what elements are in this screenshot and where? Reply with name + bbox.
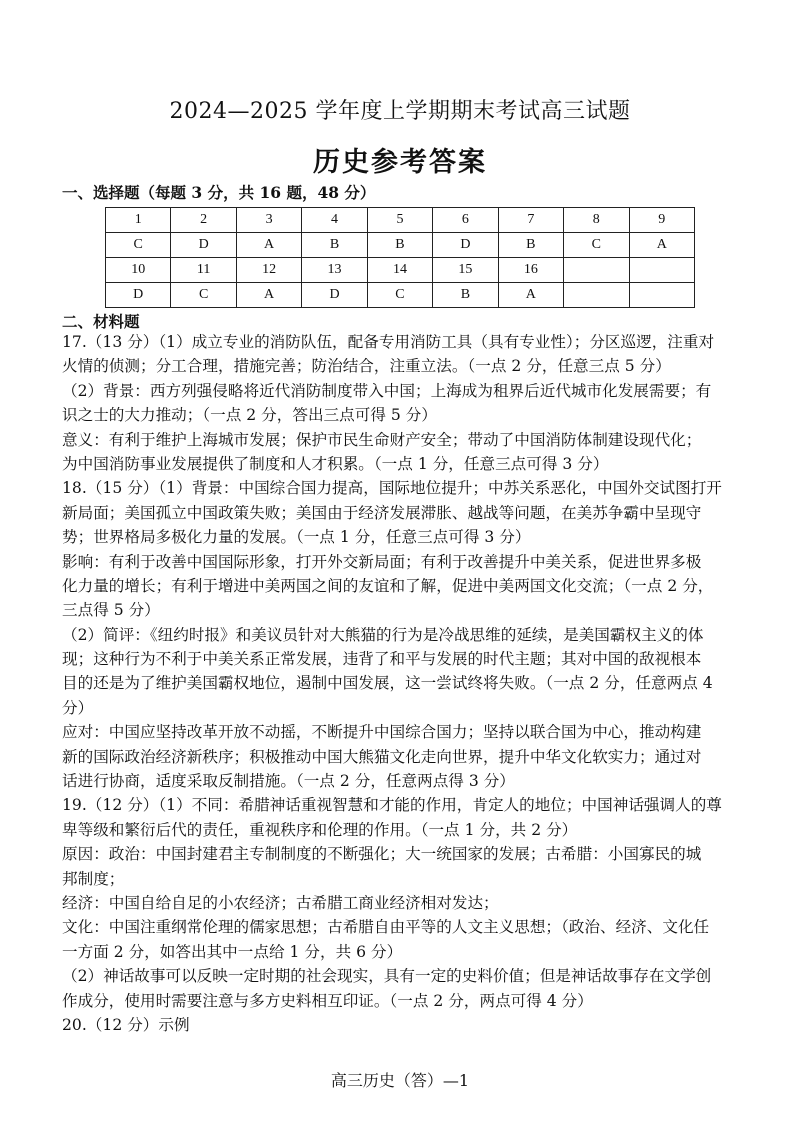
answer-text-line: 目的还是为了维护美国霸权地位，遏制中国发展，这一尝试终将失败。（一点 2 分，任意两点 4 [62, 674, 713, 693]
answer-text-line: 经济：中国自给自足的小农经济；古希腊工商业经济相对发达； [62, 893, 499, 912]
answer-text-line: 识之士的大力推动；（一点 2 分，答出三点可得 5 分） [62, 406, 437, 425]
answer-text-line: 18.（15 分）（1）背景：中国综合国力提高，国际地位提升；中苏关系恶化，中国外交试图打开 [62, 479, 722, 498]
answer-cell: B [498, 233, 563, 258]
document-subtitle: 历史参考答案 [313, 147, 487, 178]
answer-text-line: 19.（12 分）（1）不同：希腊神话重视智慧和才能的作用，肯定人的地位；中国神话强调人的尊 [62, 796, 722, 815]
question-number-cell: 14 [367, 258, 432, 283]
answer-text-line: 分） [62, 698, 94, 717]
answer-text-line: 文化：中国注重纲常伦理的儒家思想；古希腊自由平等的人文主义思想；（政治、经济、文化任 [62, 918, 710, 937]
question-number-cell: 16 [498, 258, 563, 283]
answer-cell: B [433, 283, 498, 308]
answer-cell: B [367, 233, 432, 258]
answer-table [105, 207, 695, 308]
answer-row [106, 233, 695, 258]
answer-text-line: 20.（12 分）示例 [62, 1015, 190, 1034]
answer-cell [564, 283, 629, 308]
answer-text-line: 应对：中国应坚持改革开放不动摇，不断提升中国综合国力；坚持以联合国为中心，推动构建 [62, 723, 702, 742]
answer-body-text [62, 330, 774, 1037]
answer-text-line: 卑等级和繁衍后代的责任，重视秩序和伦理的作用。（一点 1 分，共 2 分） [62, 820, 578, 839]
question-number-row [106, 258, 695, 283]
section-heading-material: 二、材料题 [62, 312, 140, 331]
answer-text-line: 一方面 2 分，如答出其中一点给 1 分，共 6 分） [62, 942, 403, 961]
answer-cell: D [302, 283, 367, 308]
question-number-cell: 6 [433, 208, 498, 233]
answer-text-line: （2）神话故事可以反映一定时期的社会现实，具有一定的史料价值；但是神话故事存在文学创 [62, 967, 712, 986]
answer-cell: A [629, 233, 695, 258]
answer-text-line: 17.（13 分）（1）成立专业的消防队伍，配备专用消防工具（具有专业性）；分区巡逻，注重对 [62, 333, 715, 351]
answer-text-line: 势；世界格局多极化力量的发展。（一点 1 分，任意三点可得 3 分） [62, 528, 531, 547]
answer-text-line: 影响：有利于改善中国国际形象，打开外交新局面；有利于改善提升中美关系，促进世界多极 [62, 552, 702, 571]
answer-text-line: 话进行协商，适度采取反制措施。（一点 2 分，任意两点得 3 分） [62, 772, 515, 791]
answer-cell: A [236, 233, 301, 258]
question-number-row [106, 208, 695, 233]
answer-text-line: 邦制度； [62, 869, 125, 888]
question-number-cell: 2 [171, 208, 236, 233]
answer-text-line: 化力量的增长；有利于增进中美两国之间的友谊和了解，促进中美两国文化交流；（一点 2 分， [62, 576, 714, 595]
answer-text-line: 为中国消防事业发展提供了制度和人才积累。（一点 1 分，任意三点可得 3 分） [62, 454, 609, 473]
question-number-cell: 10 [106, 258, 171, 283]
answer-text-line: 现；这种行为不利于中美关系正常发展，违背了和平与发展的时代主题；其对中国的敌视根本 [62, 650, 702, 669]
answer-text-line: 新局面；美国孤立中国政策失败；美国由于经济发展滞胀、越战等问题，在美苏争霸中呈现守 [62, 503, 702, 522]
question-number-cell: 3 [236, 208, 301, 233]
answer-cell: D [433, 233, 498, 258]
answer-cell: D [106, 283, 171, 308]
question-number-cell [629, 258, 695, 283]
question-number-cell: 11 [171, 258, 236, 283]
answer-text-line: （2）背景：西方列强侵略将近代消防制度带入中国；上海成为租界后近代城市化发展需要；有 [62, 381, 712, 400]
page-footer: 高三历史（答）—1 [330, 1071, 470, 1090]
answer-row [106, 283, 695, 308]
answer-text-line: 作成分，使用时需要注意与多方史料相互印证。（一点 2 分，两点可得 4 分） [62, 991, 593, 1010]
section-heading-choice: 一、选择题（每题 3 分，共 16 题，48 分） [62, 183, 376, 202]
answer-text-line: 原因：政治：中国封建君主专制制度的不断强化；大一统国家的发展；古希腊：小国寡民的城 [62, 845, 702, 864]
answer-text-line: 三点得 5 分） [62, 601, 160, 620]
answer-cell: C [564, 233, 629, 258]
question-number-cell: 12 [236, 258, 301, 283]
question-number-cell: 4 [302, 208, 367, 233]
answer-cell: A [236, 283, 301, 308]
exam-title: 2024—2025 学年度上学期期末考试高三试题 [169, 99, 631, 124]
answer-cell [629, 283, 695, 308]
answer-cell: C [171, 283, 236, 308]
answer-text-line: 火情的侦测；分工合理，措施完善；防治结合，注重立法。（一点 2 分，任意三点 5 分） [62, 357, 671, 376]
question-number-cell: 13 [302, 258, 367, 283]
question-number-cell: 5 [367, 208, 432, 233]
answer-text-line: 新的国际政治经济新秩序；积极推动中国大熊猫文化走向世界，提升中华文化软实力；通过对 [62, 747, 702, 766]
question-number-cell: 1 [106, 208, 171, 233]
answer-text-line: 意义：有利于维护上海城市发展；保护市民生命财产安全；带动了中国消防体制建设现代化； [62, 430, 702, 449]
answer-text-line: （2）简评：《纽约时报》和美议员针对大熊猫的行为是冷战思维的延续，是美国霸权主义的体 [62, 625, 704, 644]
question-number-cell: 15 [433, 258, 498, 283]
question-number-cell: 8 [564, 208, 629, 233]
answer-cell: B [302, 233, 367, 258]
answer-cell: A [498, 283, 563, 308]
question-number-cell [564, 258, 629, 283]
question-number-cell: 7 [498, 208, 563, 233]
answer-cell: C [106, 233, 171, 258]
answer-cell: D [171, 233, 236, 258]
question-number-cell: 9 [629, 208, 695, 233]
answer-cell: C [367, 283, 432, 308]
